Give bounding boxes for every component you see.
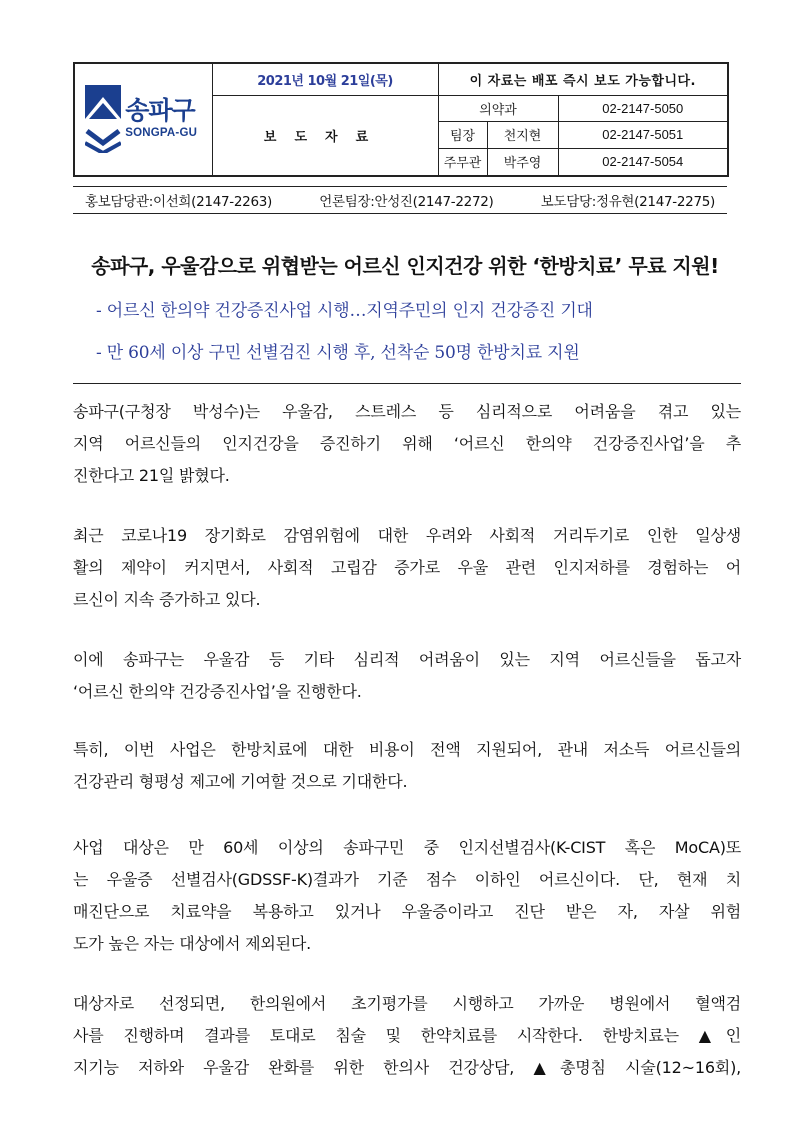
- paragraph-line: 송파구(구청장 박성수)는 우울감, 스트레스 등 심리적으로 어려움을 겪고 있는: [73, 402, 741, 421]
- paragraph-line: 지역 어르신들의 인지건강을 증진하기 위해 ‘어르신 한의약 건강증진사업’을 추: [73, 434, 741, 453]
- contact-role: 주무관: [439, 149, 488, 175]
- divider: [73, 383, 741, 384]
- department-name: 의약과: [438, 95, 558, 121]
- contact-phone: 02-2147-5051: [558, 121, 728, 148]
- subheadline: - 만 60세 이상 구민 선별검진 시행 후, 선착순 50명 한방치료 지원: [96, 343, 580, 363]
- subheadline: - 어르신 한의약 건강증진사업 시행…지역주민의 인지 건강증진 기대: [96, 301, 593, 321]
- paragraph-line: 지기능 저하와 우울감 완화를 위한 한의사 건강상담, ▲총명침 시술(12~16회),: [73, 1058, 741, 1077]
- songpa-logo: [75, 65, 211, 173]
- songpa-emblem-icon: [85, 85, 121, 153]
- paragraph-line: 는 우울증 선별검사(GDSSF-K)결과가 기준 점수 이하인 어르신이다. 단, 현재 치: [73, 870, 741, 889]
- contact-role: 팀장: [439, 122, 488, 148]
- contact-phone: 02-2147-5054: [558, 148, 728, 176]
- paragraph-line: 활의 제약이 커지면서, 사회적 고립감 증가로 우울 관련 인지저하를 경험하는 어: [73, 558, 741, 577]
- contact-name: 천지현: [503, 129, 542, 144]
- body-paragraph: [73, 734, 741, 798]
- paragraph-line: 도가 높은 자는 대상에서 제외된다.: [73, 934, 312, 953]
- paragraph-line: 특히, 이번 사업은 한방치료에 대한 비용이 전액 지원되어, 관내 저소득 어르신들의: [73, 740, 741, 759]
- logo-english-text: SONGPA-GU: [125, 127, 198, 140]
- body-paragraph: [73, 520, 741, 616]
- body-paragraph: [73, 396, 741, 492]
- press-release-title: 보도자료: [212, 95, 438, 176]
- release-date: 2021년 10월 21일(목): [212, 63, 438, 95]
- paragraph-line: 매진단으로 치료약을 복용하고 있거나 우울증이라고 진단 받은 자, 자살 위험: [73, 902, 741, 921]
- paragraph-line: 이에 송파구는 우울감 등 기타 심리적 어려움이 있는 지역 어르신들을 돕고자: [73, 650, 741, 669]
- paragraph-line: 건강관리 형평성 제고에 기여할 것으로 기대한다.: [73, 772, 408, 791]
- headline: 송파구, 우울감으로 위협받는 어르신 인지건강 위한 ‘한방치료’ 무료 지원!: [91, 254, 719, 278]
- logo-cell: [74, 63, 212, 176]
- paragraph-line: 대상자로 선정되면, 한의원에서 초기평가를 시행하고 가까운 병원에서 혈액검: [73, 994, 741, 1013]
- contact-row: [438, 148, 558, 176]
- pr-contact-bar: [73, 186, 727, 214]
- department-phone: 02-2147-5050: [558, 95, 728, 121]
- contact-name: 박주영: [503, 156, 542, 171]
- body-paragraph: [73, 644, 741, 708]
- paragraph-line: 사를 진행하며 결과를 토대로 침술 및 한약치료를 시작한다. 한방치료는 ▲인: [73, 1026, 741, 1045]
- paragraph-line: 르신이 지속 증가하고 있다.: [73, 590, 261, 609]
- paragraph-line: 최근 코로나19 장기화로 감염위험에 대한 우려와 사회적 거리두기로 인한 일상생: [73, 526, 741, 545]
- logo-korean-text: 송파구: [125, 96, 195, 126]
- paragraph-line: 진한다고 21일 밝혔다.: [73, 466, 230, 485]
- body-paragraph: [73, 988, 741, 1084]
- paragraph-line: 사업 대상은 만 60세 이상의 송파구민 중 인지선별검사(K-CIST 혹은 MoCA)또: [73, 838, 741, 857]
- embargo-notice: 이 자료는 배포 즉시 보도 가능합니다.: [438, 63, 728, 95]
- body-paragraph: [73, 832, 741, 960]
- press-officer: 보도담당:정유현(2147-2275): [540, 194, 715, 210]
- paragraph-line: ‘어르신 한의약 건강증진사업’을 진행한다.: [73, 682, 362, 701]
- pr-officer: 홍보담당관:이선희(2147-2263): [85, 194, 272, 210]
- media-team-lead: 언론팀장:안성진(2147-2272): [319, 194, 494, 210]
- contact-row: [438, 121, 558, 148]
- press-header-table: [73, 62, 729, 177]
